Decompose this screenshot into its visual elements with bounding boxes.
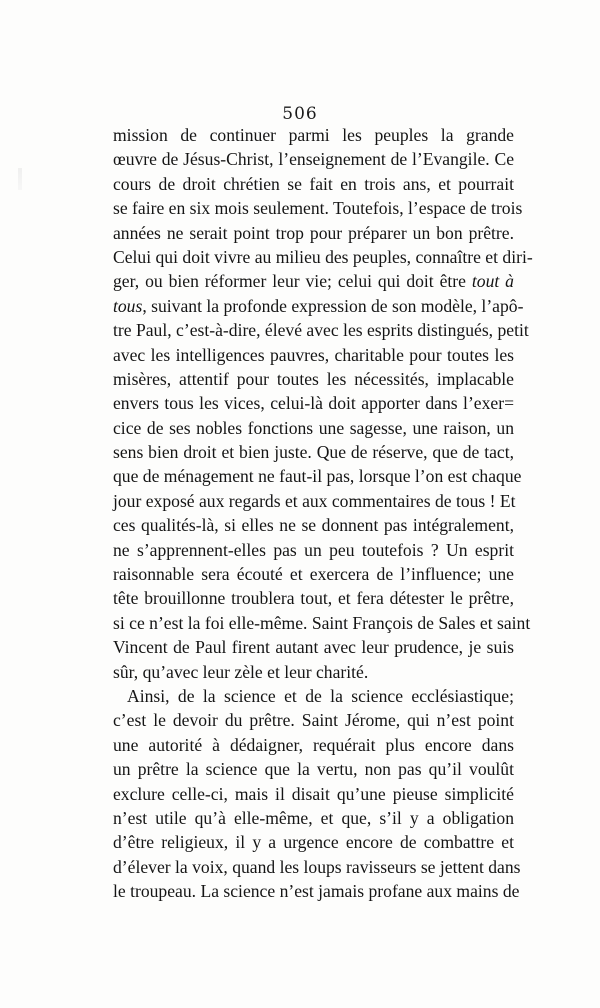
- text-run: d’élever la voix, quand les loups ravisseurs se jettent dans: [113, 856, 521, 877]
- italic-run: tout à: [471, 271, 514, 292]
- text-line: [113, 172, 514, 196]
- text-line: [113, 635, 514, 659]
- text-line: [113, 513, 514, 537]
- text-line: [113, 147, 514, 171]
- text-run: raisonnable sera écouté et exercera de l’influence; une: [113, 564, 514, 585]
- text-run: , suivant la profonde expression de son modèle, l’apô-: [142, 295, 524, 316]
- text-line: [113, 562, 514, 586]
- italic-run: tous: [113, 295, 143, 316]
- text-line: [113, 782, 514, 806]
- text-run: tête brouillonne troublera tout, et fera détester le prêtre,: [113, 588, 514, 609]
- text-run: exclure celle-ci, mais il disait qu’une pieuse simplicité: [113, 783, 514, 804]
- text-run: Ainsi, de la science et de la science ecclésiastique;: [127, 685, 514, 706]
- text-run: sens bien droit et bien juste. Que de réserve, que de tact,: [113, 442, 514, 463]
- text-line: [113, 684, 514, 708]
- text-run: Vincent de Paul firent autant avec leur prudence, je suis: [113, 637, 514, 658]
- text-line: [113, 391, 514, 415]
- text-run: c’est le devoir du prêtre. Saint Jérome, qui n’est point: [113, 710, 514, 731]
- text-line: [113, 343, 514, 367]
- text-run: cice de ses nobles fonctions une sagesse, une raison, un: [113, 417, 514, 438]
- text-run: envers tous les vices, celui-là doit apporter dans l’exer=: [113, 393, 514, 414]
- text-run: n’est utile qu’à elle-même, et que, s’il y a obligation: [113, 807, 514, 828]
- text-run: ne s’apprennent-elles pas un peu toutefois ? Un esprit: [113, 539, 514, 560]
- text-line: [113, 538, 514, 562]
- text-line: [113, 221, 514, 245]
- text-run: Celui qui doit vivre au milieu des peuples, connaître et diri-: [113, 246, 533, 267]
- text-line: [113, 660, 514, 684]
- text-run: si ce n’est la foi elle-même. Saint François de Sales et saint: [113, 612, 531, 633]
- page-number: 506: [282, 104, 318, 124]
- text-run: tre Paul, c’est-à-dire, élevé avec les esprits distingués, petit: [113, 320, 529, 341]
- text-line: [113, 586, 514, 610]
- text-line: [113, 269, 514, 293]
- text-line: [113, 294, 524, 318]
- text-line: [113, 464, 522, 488]
- text-line: [113, 245, 533, 269]
- text-run: œuvre de Jésus-Christ, l’enseignement de l’Evangile. Ce: [113, 149, 514, 170]
- text-run: cours de droit chrétien se fait en trois ans, et pourrait: [113, 173, 514, 194]
- text-run: années ne serait point trop pour préparer un bon prêtre.: [113, 222, 514, 243]
- text-run: misères, attentif pour toutes les nécessités, implacable: [113, 368, 514, 389]
- text-line: [113, 440, 514, 464]
- text-run: une autorité à dédaigner, requérait plus encore dans: [113, 734, 514, 755]
- text-run: ces qualités-là, si elles ne se donnent pas intégralement,: [113, 515, 514, 536]
- text-run: un prêtre la science que la vertu, non pas qu’il voulût: [113, 759, 514, 780]
- paper-speck: [18, 168, 22, 190]
- text-line: [113, 123, 514, 147]
- text-run: le troupeau. La science n’est jamais profane aux mains de: [113, 881, 520, 902]
- text-line: [113, 367, 514, 391]
- text-run: que de ménagement ne faut-il pas, lorsque l’on est chaque: [113, 466, 522, 487]
- text-run: ger, ou bien réformer leur vie; celui qui doit être: [113, 271, 472, 292]
- text-line: [113, 757, 514, 781]
- text-line: [113, 416, 514, 440]
- text-line: [113, 318, 529, 342]
- text-run: sûr, qu’avec leur zèle et leur charité.: [113, 661, 369, 682]
- text-line: [113, 855, 521, 879]
- text-run: avec les intelligences pauvres, charitable pour toutes les: [113, 344, 514, 365]
- text-line: [113, 830, 514, 854]
- text-line: [113, 708, 514, 732]
- text-line: [113, 489, 514, 513]
- text-run: d’être religieux, il y a urgence encore de combattre et: [113, 832, 514, 853]
- text-line: [113, 879, 520, 903]
- text-run: mission de continuer parmi les peuples la grande: [113, 125, 514, 145]
- body-text: [113, 123, 533, 904]
- text-line: [113, 733, 514, 757]
- text-line: [113, 196, 523, 220]
- text-line: [113, 611, 531, 635]
- text-line: [113, 806, 514, 830]
- text-run: se faire en six mois seulement. Toutefois, l’espace de trois: [113, 198, 523, 219]
- text-run: jour exposé aux regards et aux commentaires de tous ! Et: [113, 490, 516, 511]
